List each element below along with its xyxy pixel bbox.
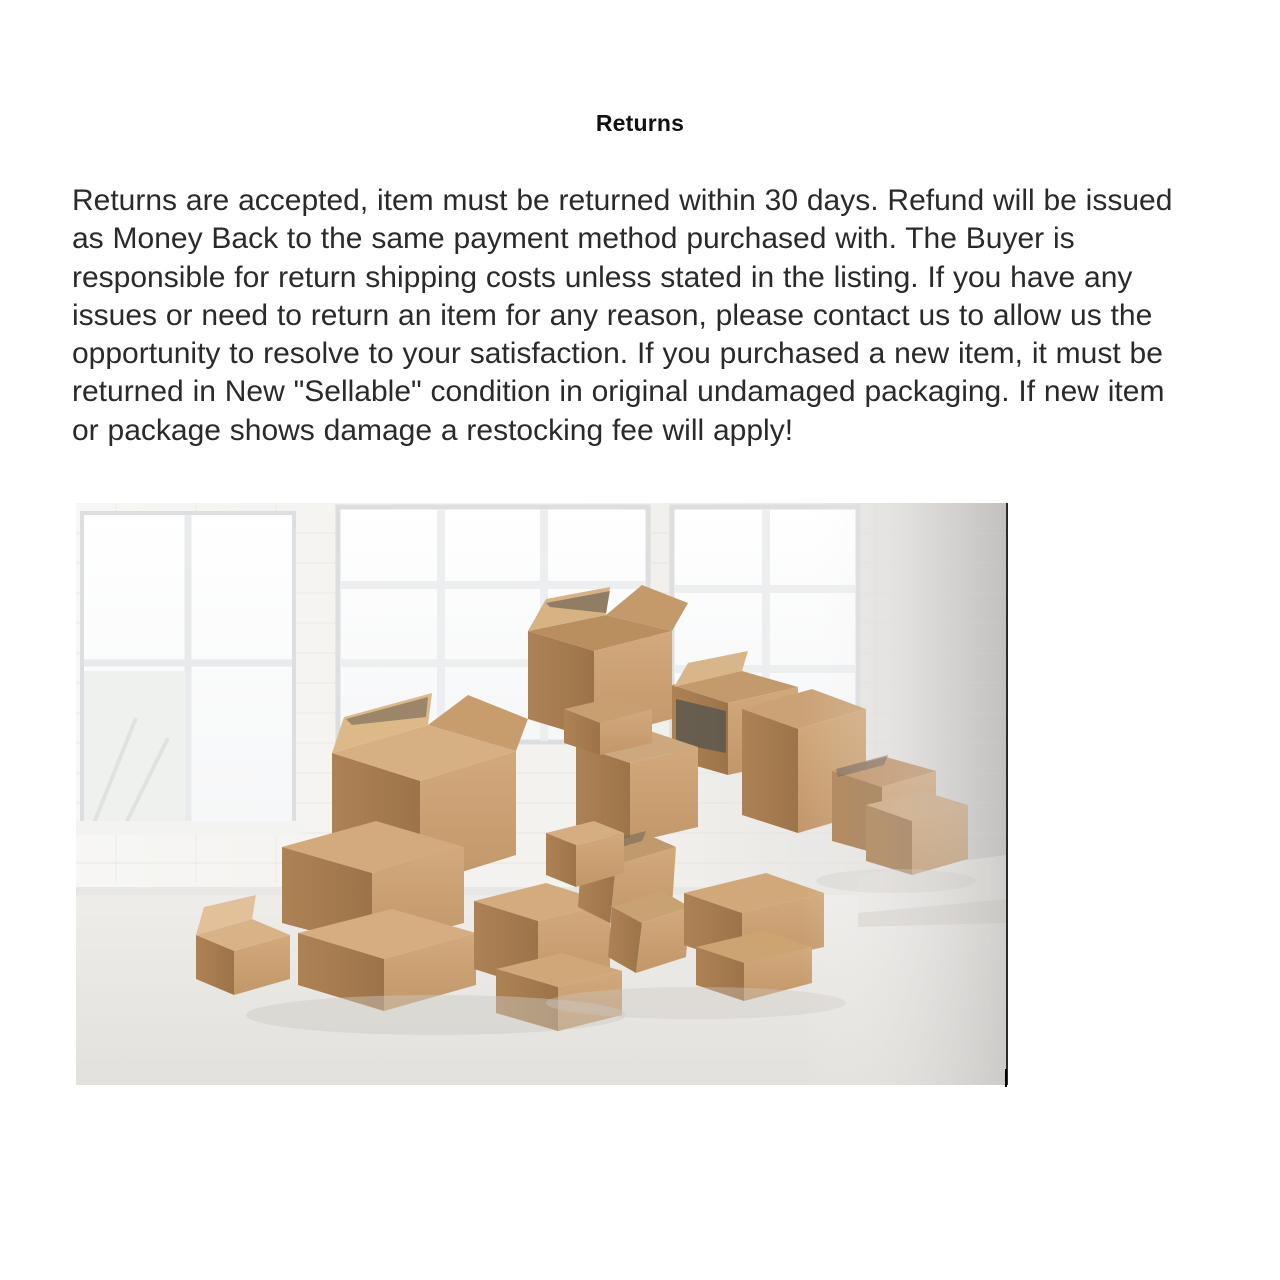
stack-of-cardboard-moving-boxes-photo: [76, 503, 1008, 1085]
page-title: Returns: [595, 110, 685, 136]
returns-policy-text: Returns are accepted, item must be returned within 30 days. Refund will be issued as Money Back to the same payment method purchased with. The Buyer is responsible for return shipping costs unless stated in the listing. If you have any issues or need to return an item for any reason, please contact us to allow us the opportunity to resolve to your satisfaction. If you purchased a new item, it must be returned in New "Sellable" condition in original undamaged packaging. If new item or package shows damage a restocking fee will apply!: [72, 184, 1173, 447]
text-cursor: [1005, 1069, 1007, 1087]
